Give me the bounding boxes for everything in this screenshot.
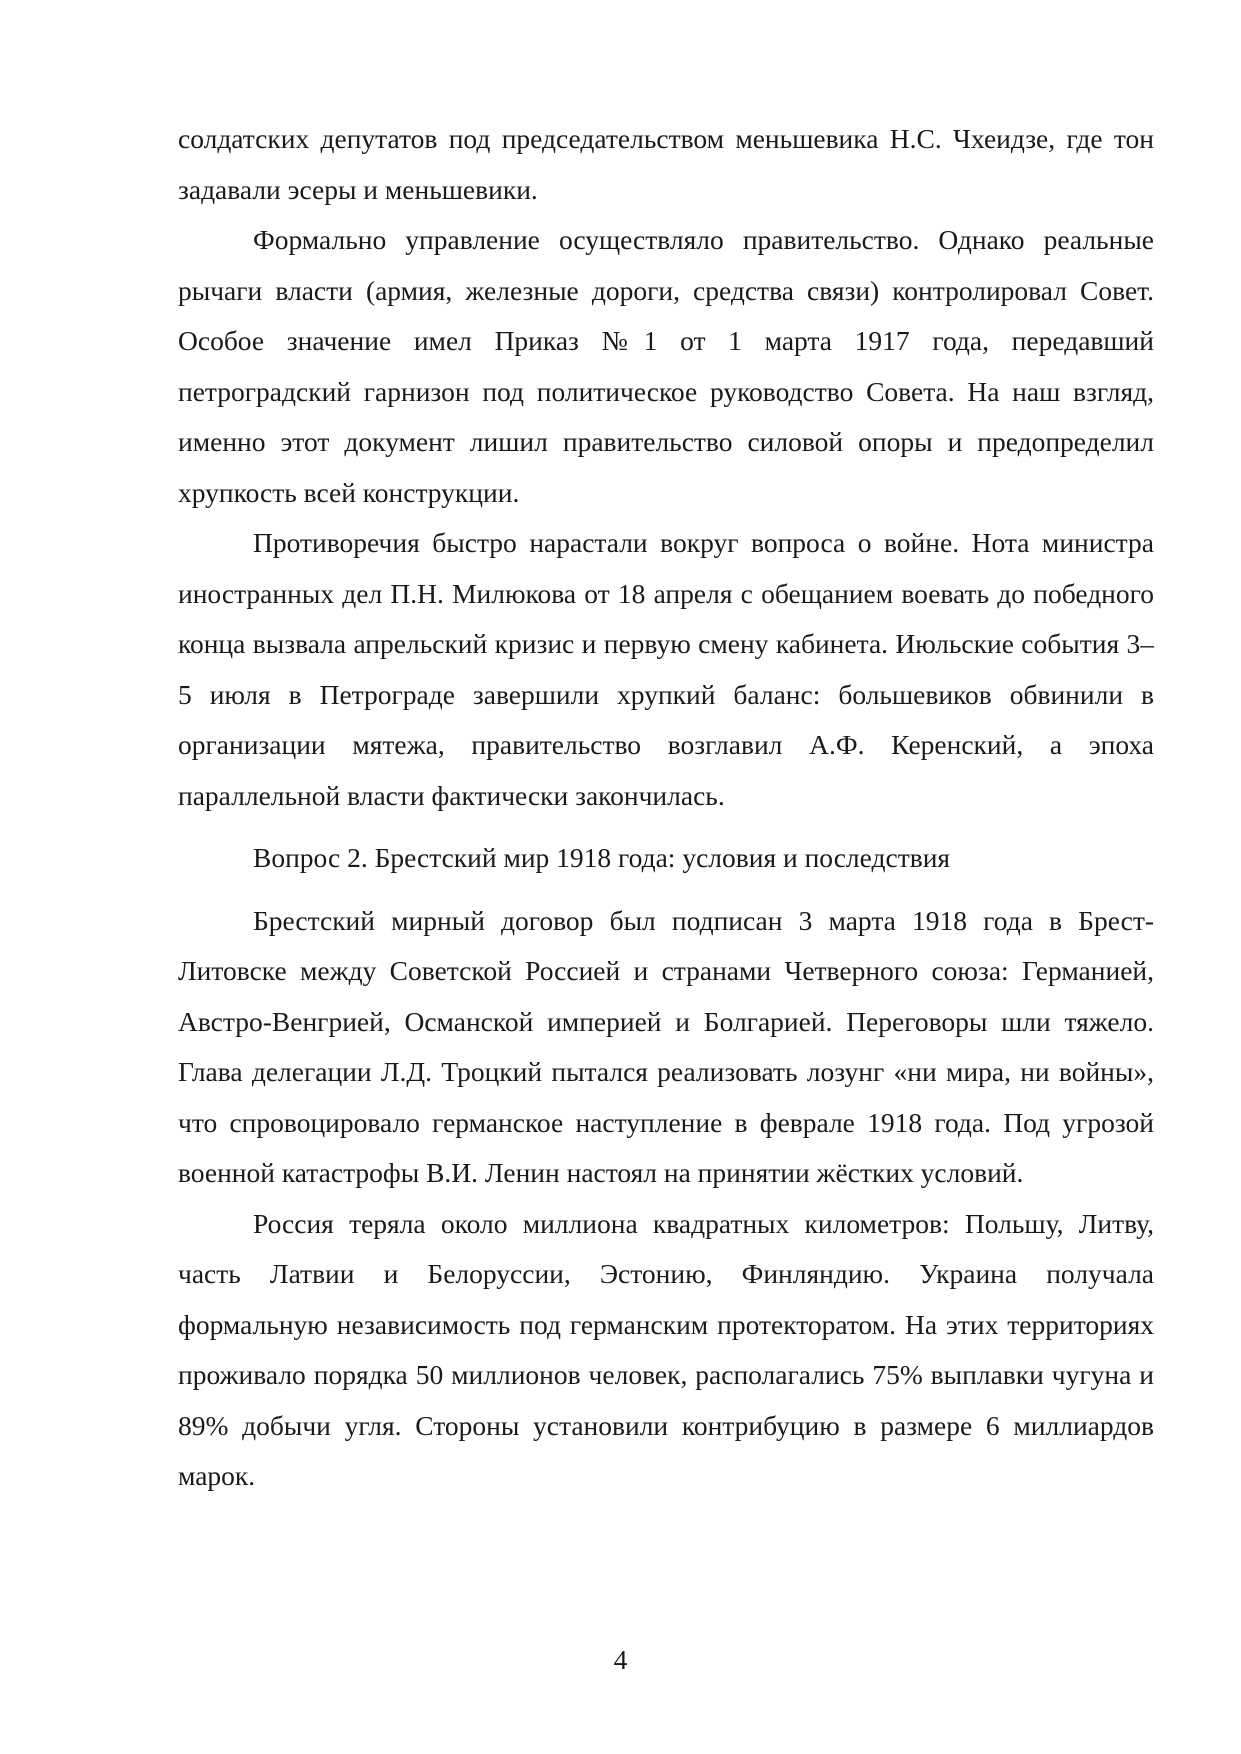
paragraph-dual-power: Формально управление осуществляло правительство. Однако реальные рычаги власти (армия, железные дороги, средства связи) контролировал Совет. Особое значение имел Приказ №1 от 1 марта 1917 года, передавший петроградский гарнизон под политическое руководство Совета. На наш взгляд, именно этот документ лишил правительство силовой опоры и предопределил хрупкость всей конструкции. (178, 224, 1154, 508)
paragraph-contradictions: Противоречия быстро нарастали вокруг вопроса о войне. Нота министра иностранных дел П.Н. Милюкова от 18 апреля с обещанием воевать до победного конца вызвала апрельский кризис и первую смену кабинета. Июльские события 3–5 июля в Петрограде завершили хрупкий баланс: большевиков обвинили в организации мятежа, правительство возглавил А.Ф. Керенский, а эпоха параллельной власти фактически закончилась. (178, 527, 1154, 811)
paragraph-brest-treaty: Брестский мирный договор был подписан 3 марта 1918 года в Брест-Литовске между Советской Россией и странами Четверного союза: Германией, Австро-Венгрией, Османской империей и Болгарией. Переговоры шли тяжело. Глава делегации Л.Д. Троцкий пытался реализовать лозунг «ни мира, ни войны», что спровоцировало германское наступление в феврале 1918 года. Под угрозой военной катастрофы В.И. Ленин настоял на принятии жёстких условий. (178, 904, 1154, 1188)
document-body (178, 114, 1154, 1502)
section-heading-question-2: Вопрос 2. Брестский мир 1918 года: условия и последствия (253, 842, 951, 873)
paragraph-territorial-losses: Россия теряла около миллиона квадратных километров: Польшу, Литву, часть Латвии и Белоруссии, Эстонию, Финляндию. Украина получала формальную независимость под германским протекторатом. На этих территориях проживало порядка 50 миллионов человек, располагались 75% выплавки чугуна и 89% добычи угля. Стороны установили контрибуцию в размере 6 миллиардов марок. (178, 1207, 1154, 1491)
paragraph-continuation: солдатских депутатов под председательством меньшевика Н.С. Чхеидзе, где тон задавали эсеры и меньшевики. (178, 123, 1154, 205)
page-number: 4 (613, 1644, 628, 1675)
